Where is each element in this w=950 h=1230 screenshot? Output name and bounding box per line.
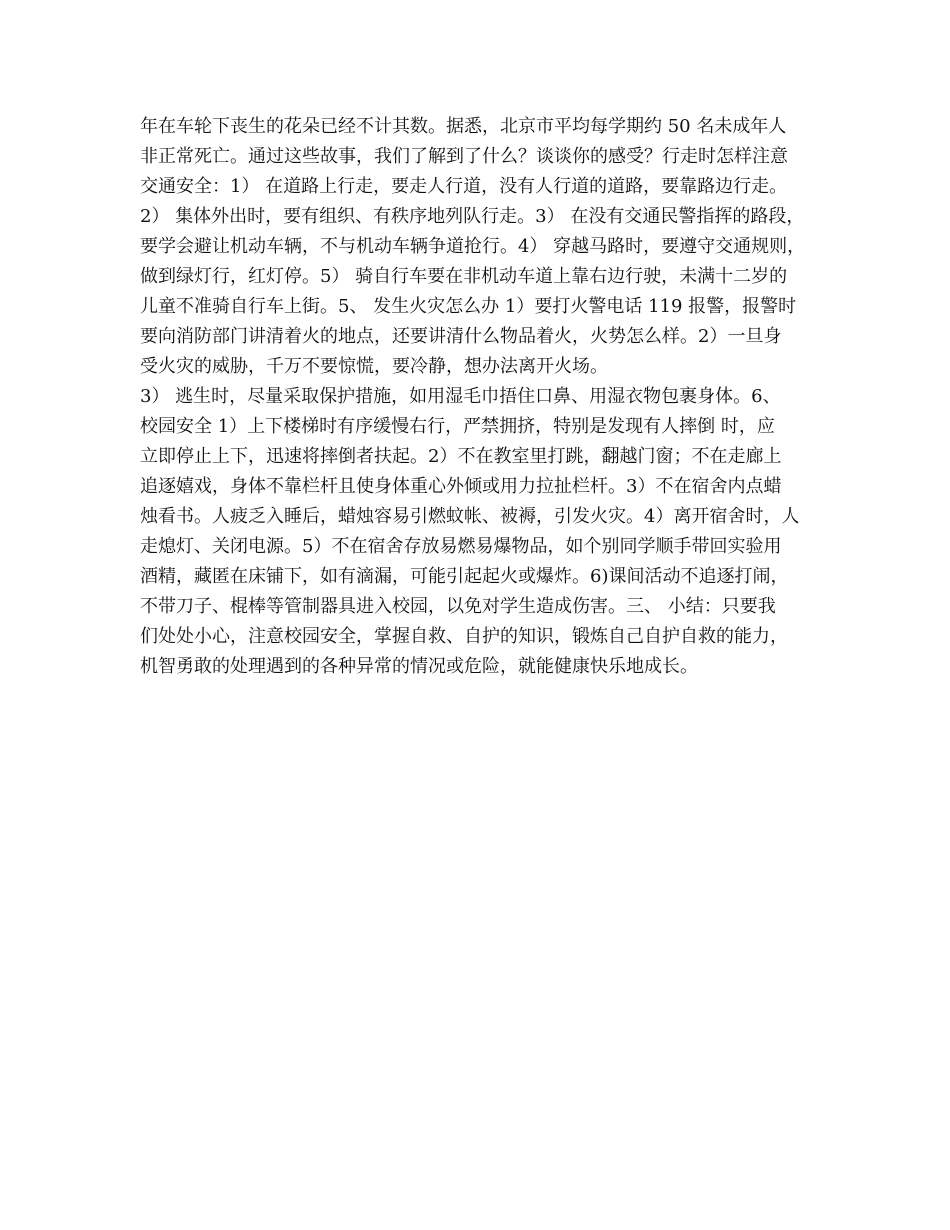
text-line-18: 们处处小心，注意校园安全，掌握自救、自护的知识，锻炼自己自护自救的能力， [140, 626, 788, 647]
text-line-19: 机智勇敢的处理遇到的各种异常的情况或危险，就能健康快乐地成长。 [140, 656, 698, 677]
text-line-11: 校园安全 1）上下楼梯时有序缓慢右行，严禁拥挤，特别是发现有人摔倒 时，应 [140, 416, 775, 437]
text-line-5: 要学会避让机动车辆，不与机动车辆争道抢行。4） 穿越马路时，要遵守交通规则， [140, 236, 806, 257]
text-line-12: 立即停止上下，迅速将摔倒者扶起。2）不在教室里打跳，翻越门窗；不在走廊上 [140, 446, 782, 467]
text-line-7: 儿童不准骑自行车上街。5、 发生火灾怎么办 1）要打火警电话 119 报警，报警时 [140, 296, 797, 317]
text-line-16: 酒精，藏匿在床铺下，如有滴漏，可能引起起火或爆炸。6)课间活动不追逐打闹， [140, 566, 789, 587]
text-line-10: 3） 逃生时，尽量采取保护措施，如用湿毛巾捂住口鼻、用湿衣物包裹身体。6、 [140, 386, 781, 407]
text-line-9: 受火灾的威胁，千万不要惊慌，要冷静，想办法离开火场。 [140, 356, 608, 377]
text-line-14: 烛看书。人疲乏入睡后，蜡烛容易引燃蚊帐、被褥，引发火灾。4）离开宿舍时，人 [140, 506, 800, 527]
text-line-1: 年在车轮下丧生的花朵已经不计其数。据悉，北京市平均每学期约 50 名未成年人 [140, 116, 787, 137]
document-body-text [140, 112, 840, 682]
text-line-4: 2） 集体外出时，要有组织、有秩序地列队行走。3） 在没有交通民警指挥的路段， [140, 206, 805, 227]
text-line-6: 做到绿灯行，红灯停。5） 骑自行车要在非机动车道上靠右边行驶，未满十二岁的 [140, 266, 788, 287]
text-line-2: 非正常死亡。通过这些故事，我们了解到了什么？谈谈你的感受？行走时怎样注意 [140, 146, 788, 167]
text-line-3: 交通安全：1） 在道路上行走，要走人行道，没有人行道的道路，要靠路边行走。 [140, 176, 788, 197]
text-line-17: 不带刀子、棍棒等管制器具进入校园，以免对学生造成伤害。三、 小结：只要我 [140, 596, 776, 617]
text-line-15: 走熄灯、关闭电源。5）不在宿舍存放易燃易爆物品，如个别同学顺手带回实验用 [140, 536, 782, 557]
text-line-8: 要向消防部门讲清着火的地点，还要讲清什么物品着火，火势怎么样。2）一旦身 [140, 326, 782, 347]
text-line-13: 追逐嬉戏，身体不靠栏杆且使身体重心外倾或用力拉扯栏杆。3）不在宿舍内点蜡 [140, 476, 782, 497]
